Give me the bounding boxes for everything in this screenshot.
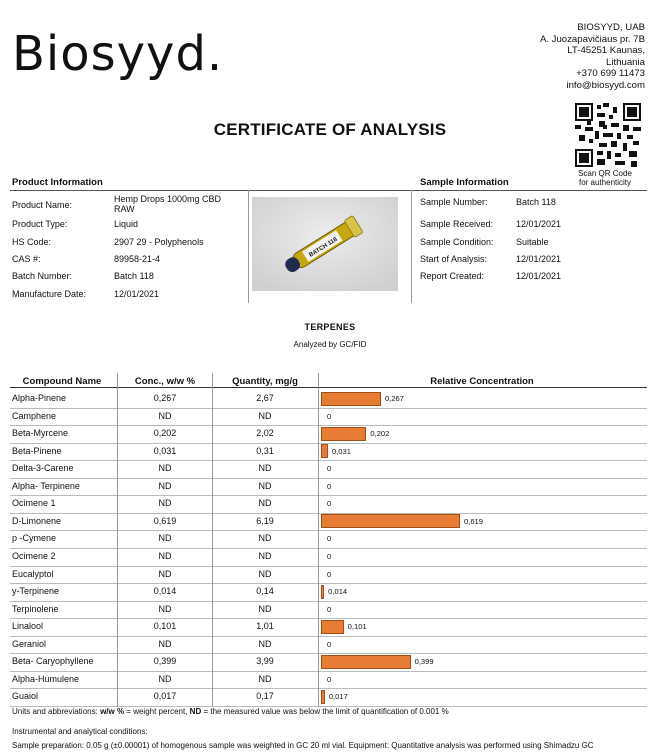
product-field-label: Product Name: [12, 200, 73, 210]
column-divider [212, 373, 213, 706]
concentration-value: 0,101 [153, 621, 177, 632]
compound-name: Beta- Caryophyllene [12, 656, 94, 667]
col-quantity: Quantity, mg/g [232, 376, 298, 387]
quantity-value: 0,14 [256, 586, 274, 597]
column-divider [318, 373, 319, 706]
sample-field-value: Suitable [516, 237, 549, 247]
sample-field-label: Sample Number: [420, 197, 488, 207]
compound-name: Alpha-Humulene [12, 673, 80, 684]
row-divider [10, 548, 647, 549]
product-photo [252, 197, 398, 291]
company-country: Lithuania [606, 56, 645, 68]
concentration-value: ND [158, 463, 172, 474]
compound-name: Camphene [12, 410, 57, 421]
quantity-value: ND [258, 550, 272, 561]
quantity-value: 0,31 [256, 445, 274, 456]
concentration-value: ND [158, 568, 172, 579]
compound-name: Alpha- Terpinene [12, 480, 80, 491]
company-email[interactable]: info@biosyyd.com [566, 79, 645, 91]
col-compound-name: Compound Name [22, 376, 102, 387]
concentration-bar [321, 585, 324, 599]
concentration-value: ND [158, 638, 172, 649]
document-title: CERTIFICATE OF ANALYSIS [213, 120, 447, 139]
sample-field-value: Batch 118 [516, 197, 556, 207]
bar-value-label: 0 [327, 674, 332, 684]
concentration-value: ND [158, 673, 172, 684]
col-concentration: Conc., w/w % [134, 376, 196, 387]
product-field-label: CAS #: [12, 254, 41, 264]
product-field-label: Manufacture Date: [12, 289, 87, 299]
quantity-value: ND [258, 673, 272, 684]
compound-name: Terpinolene [12, 603, 59, 614]
compound-name: p -Cymene [12, 533, 57, 544]
tube-label: BATCH 118 [308, 236, 339, 259]
bar-value-label: 0 [327, 464, 332, 474]
row-divider [10, 636, 647, 637]
qr-code-icon[interactable] [575, 103, 641, 167]
quantity-value: 0,17 [256, 691, 274, 702]
units-note: Units and abbreviations: w/w % = weight percent, ND = the measured value was below the limit of quantification of 0.001 % [12, 707, 449, 716]
concentration-bar [321, 514, 460, 528]
concentration-bar [321, 427, 366, 441]
row-divider [10, 408, 647, 409]
bar-value-label: 0,267 [384, 394, 404, 403]
sample-field-label: Sample Received: [420, 219, 494, 229]
bar-value-label: 0,399 [414, 657, 434, 667]
compound-name: Delta-3-Carene [12, 463, 74, 474]
row-divider [10, 671, 647, 672]
compound-name: Ocimene 2 [12, 550, 56, 561]
compound-name: Beta-Pinene [12, 445, 62, 456]
compound-name: Alpha-Pinene [12, 393, 67, 403]
concentration-value: 0,017 [153, 691, 177, 702]
sample-field-value: 12/01/2021 [516, 254, 562, 264]
bar-value-label: 0 [327, 481, 332, 491]
concentration-value: ND [158, 410, 172, 421]
quantity-value: 3,99 [256, 656, 274, 667]
info-divider-right [411, 190, 412, 303]
product-field-value: Liquid [114, 219, 139, 229]
sample-field-label: Start of Analysis: [420, 254, 488, 264]
company-address [445, 22, 645, 92]
concentration-value: 0,619 [153, 515, 177, 526]
company-logo: Biosyyd. [12, 26, 224, 82]
company-phone: +370 699 11473 [576, 68, 645, 80]
sample-field-value: 12/01/2021 [516, 271, 562, 281]
bar-value-label: 0 [327, 499, 332, 509]
quantity-value: ND [258, 533, 272, 544]
concentration-value: 0,202 [153, 428, 177, 439]
quantity-value: ND [258, 638, 272, 649]
concentration-value: 0,014 [153, 586, 177, 597]
product-field-value: Batch 118 [114, 271, 154, 281]
concentration-value: ND [158, 480, 172, 491]
bar-value-label: 0,202 [370, 429, 390, 439]
concentration-bar [321, 655, 411, 669]
concentration-bar [321, 620, 344, 634]
compound-name: y-Terpinene [12, 586, 60, 597]
quantity-value: ND [258, 463, 272, 474]
compound-name: Guaiol [12, 691, 39, 702]
instrumental-heading: Instrumental and analytical conditions: [12, 727, 148, 736]
bar-value-label: 0,101 [347, 622, 367, 632]
sample-field-value: 12/01/2021 [516, 219, 562, 229]
row-divider [10, 443, 647, 444]
quantity-value: 2,67 [256, 393, 274, 403]
company-name: BIOSYYD, UAB [577, 22, 645, 33]
concentration-bar [321, 444, 328, 458]
info-divider-left [248, 190, 249, 303]
row-divider [10, 478, 647, 479]
col-relative-concentration: Relative Concentration [430, 376, 534, 387]
bar-value-label: 0 [327, 411, 332, 421]
product-field-label: Batch Number: [12, 271, 73, 281]
row-divider [10, 495, 647, 496]
product-info-heading: Product Information [12, 177, 103, 188]
quantity-value: 1,01 [256, 621, 274, 632]
quantity-value: ND [258, 410, 272, 421]
sample-info-heading: Sample Information [420, 177, 509, 188]
terpenes-subtitle: Analyzed by GC/FID [293, 340, 367, 349]
compound-name: Beta-Myrcene [12, 428, 69, 439]
sample-field-label: Sample Condition: [420, 237, 494, 247]
company-city: LT-45251 Kaunas, [567, 45, 645, 57]
concentration-bar [321, 392, 381, 406]
quantity-value: 2,02 [256, 428, 274, 439]
product-field-label: HS Code: [12, 237, 52, 247]
product-field-value: Hemp Drops 1000mg CBD [114, 194, 222, 204]
info-top-divider [10, 190, 647, 191]
concentration-value: ND [158, 533, 172, 544]
product-field-value: 2907 29 - Polyphenols [114, 237, 204, 247]
quantity-value: ND [258, 603, 272, 614]
compound-name: D-Limonene [12, 515, 62, 526]
concentration-value: 0,267 [153, 393, 177, 403]
bar-value-label: 0,014 [328, 587, 348, 597]
row-divider [10, 688, 647, 689]
bar-value-label: 0,031 [331, 446, 351, 456]
concentration-bar [321, 690, 325, 704]
bar-value-label: 0 [327, 604, 332, 614]
row-divider [10, 601, 647, 602]
product-field-value: 89958-21-4 [114, 254, 161, 264]
company-street: A. Juozapavičiaus pr. 7B [539, 33, 645, 45]
bar-value-label: 0 [327, 534, 332, 544]
quantity-value: ND [258, 498, 272, 509]
concentration-value: ND [158, 550, 172, 561]
quantity-value: 6,19 [256, 515, 274, 526]
concentration-value: ND [158, 603, 172, 614]
bar-value-label: 0 [327, 639, 332, 649]
sample-preparation-text: Sample preparation: 0.05 g (±0.00001) of homogenous sample was weighted in GC 20 ml vial. Equipment: Quantitative analysis was performed using Shimadzu GC [12, 741, 594, 750]
bar-value-label: 0,619 [464, 516, 484, 526]
terpenes-title: TERPENES [304, 322, 356, 332]
product-field-value-line2: RAW [114, 204, 135, 214]
product-field-value: 12/01/2021 [114, 289, 160, 299]
row-divider [10, 530, 647, 531]
bar-value-label: 0 [327, 569, 332, 579]
compound-name: Geraniol [12, 638, 47, 649]
product-field-label: Product Type: [12, 219, 68, 229]
concentration-value: ND [158, 498, 172, 509]
compound-name: Ocimene 1 [12, 498, 56, 509]
compound-name: Linalool [12, 621, 44, 632]
concentration-value: 0,399 [153, 656, 177, 667]
concentration-value: 0,031 [153, 445, 177, 456]
quantity-value: ND [258, 568, 272, 579]
row-divider [10, 460, 647, 461]
qr-caption: Scan QR Code for authenticity [578, 169, 632, 187]
bar-value-label: 0,017 [328, 692, 348, 702]
column-divider [117, 373, 118, 706]
terpenes-header-divider [10, 387, 647, 388]
bar-value-label: 0 [327, 551, 332, 561]
sample-field-label: Report Created: [420, 271, 485, 281]
quantity-value: ND [258, 480, 272, 491]
compound-name: Eucalyptol [12, 568, 54, 579]
row-divider [10, 583, 647, 584]
row-divider [10, 566, 647, 567]
